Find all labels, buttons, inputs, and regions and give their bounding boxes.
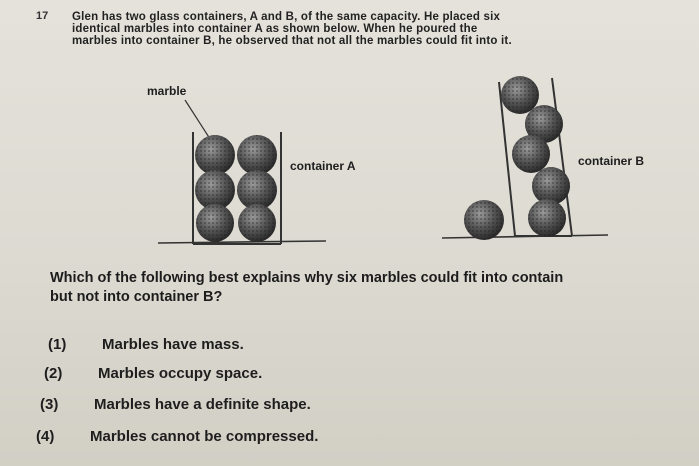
container-b-label: container B [578,154,645,168]
option-text: Marbles cannot be compressed. [90,428,319,445]
intro-line: marbles into container B, he observed that not all the marbles could fit into it. [72,35,512,47]
option-number: (4) [36,428,55,445]
marble-pointer-line [185,100,212,142]
answer-option-4[interactable] [36,428,318,445]
answer-option-2[interactable] [44,365,262,382]
container-a-label: container A [290,159,356,173]
option-number: (2) [44,365,63,382]
question-prompt [50,269,699,307]
option-text: Marbles have mass. [102,336,244,353]
marble [238,204,276,242]
marble [512,135,550,173]
marble [237,135,277,175]
intro-line: identical marbles into container A as shown below. When he poured the [72,23,478,35]
marble [196,204,234,242]
option-text: Marbles have a definite shape. [94,396,311,413]
container-a-marbles [195,135,277,242]
marble-label: marble [147,84,187,98]
prompt-line: Which of the following best explains why six marbles could fit into contain [50,270,564,286]
intro-line: Glen has two glass containers, A and B, of the same capacity. He placed six [72,11,501,23]
prompt-line: but not into container B? [50,289,223,305]
answer-option-3[interactable] [40,396,311,413]
option-number: (1) [48,336,67,353]
option-text: Marbles occupy space. [98,365,263,382]
marble-outside [464,200,504,240]
question-intro [72,11,652,47]
answer-option-1[interactable] [48,336,244,353]
question-number: 17 [36,10,49,22]
marble [528,199,566,237]
marble [532,167,570,205]
option-number: (3) [40,396,59,413]
marble [195,135,235,175]
